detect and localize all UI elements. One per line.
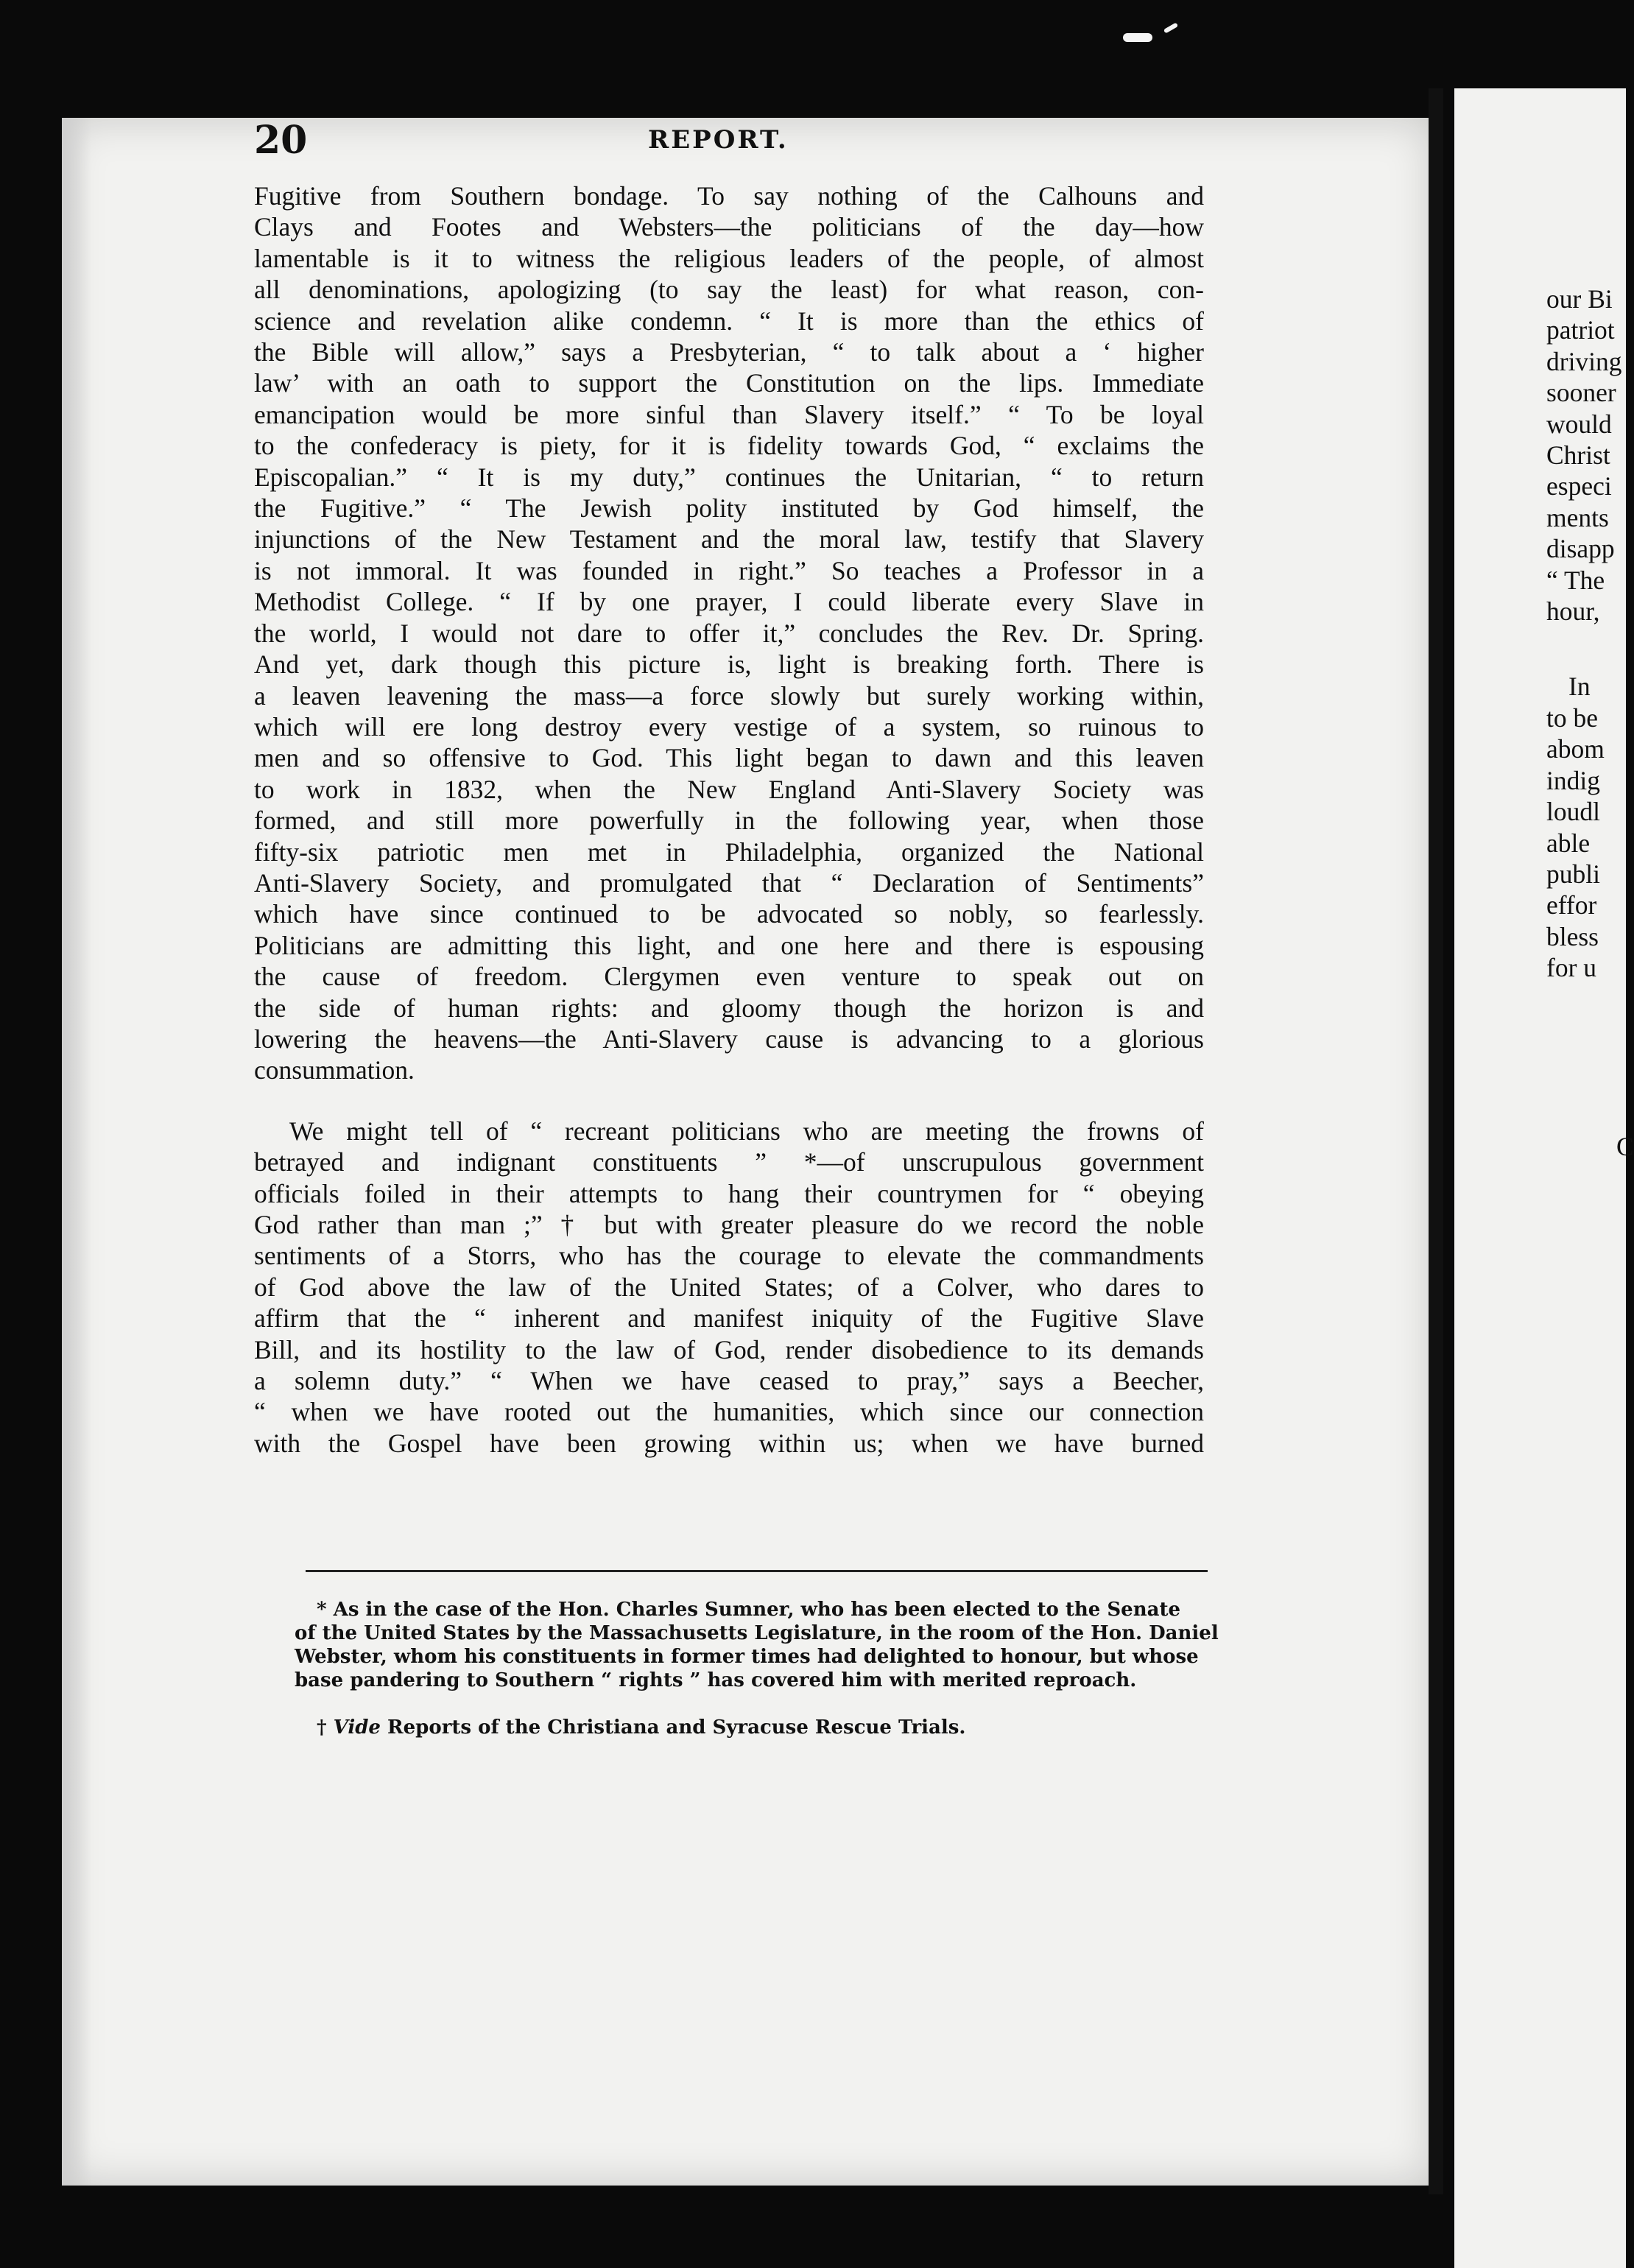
facing-line: publi <box>1546 859 1600 889</box>
facing-line: our Bi <box>1546 284 1613 314</box>
text-line: God rather than man ;” † but with greater pleasure do we record the noble <box>254 1210 1204 1239</box>
text-line: consummation. <box>254 1055 415 1085</box>
text-line: betrayed and indignant constituents ” *—of unscrupulous government <box>254 1147 1204 1177</box>
text-line: emancipation would be more sinful than Slavery itself.” “ To be loyal <box>254 399 1204 429</box>
facing-line: bless <box>1546 921 1599 951</box>
facing-line: disapp <box>1546 534 1615 564</box>
facing-line: loudl <box>1546 797 1600 827</box>
text-line: the cause of freedom. Clergymen even venture to speak out on <box>254 962 1204 992</box>
running-head: REPORT. <box>648 125 789 155</box>
footnote-line: base pandering to Southern “ rights ” has covered him with merited reproach. <box>295 1669 1137 1691</box>
text-line: to work in 1832, when the New England Anti-Slavery Society was <box>254 774 1204 804</box>
text-line: a leaven leavening the mass—a force slowly but surely working within, <box>254 680 1204 711</box>
facing-line: sooner <box>1546 378 1616 408</box>
facing-letter: C <box>1616 1131 1634 1161</box>
facing-line: able <box>1546 828 1591 858</box>
text-line: the Bible will allow,” says a Presbyterian, “ to talk about a ‘ higher <box>254 337 1204 367</box>
paragraph-2 <box>254 1116 1204 1459</box>
text-line: “ when we have rooted out the humanities, which since our connection <box>254 1397 1204 1427</box>
facing-line: abom <box>1546 734 1605 764</box>
text-line: fifty-six patriotic men met in Philadelphia, organized the National <box>254 837 1204 867</box>
facing-line: to be <box>1546 702 1598 733</box>
text-line: law’ with an oath to support the Constitution on the lips. Immediate <box>254 368 1204 398</box>
page-number: 20 <box>254 118 308 163</box>
footnote-line: of the United States by the Massachusetts Legislature, in the room of the Hon. Daniel <box>295 1622 1219 1644</box>
facing-line: effor <box>1546 890 1597 920</box>
facing-line: ments <box>1546 502 1609 532</box>
text-line: the world, I would not dare to offer it,” concludes the Rev. Dr. Spring. <box>254 618 1204 648</box>
text-line: injunctions of the New Testament and the moral law, testify that Slavery <box>254 524 1204 554</box>
book-gutter <box>1429 88 1443 2194</box>
text-line: formed, and still more powerfully in the following year, when those <box>254 806 1204 836</box>
text-line: lowering the heavens—the Anti-Slavery cause is advancing to a glorious <box>254 1024 1204 1054</box>
text-line: which will ere long destroy every vestige of a system, so ruinous to <box>254 711 1204 742</box>
text-line: a solemn duty.” “ When we have ceased to pray,” says a Beecher, <box>254 1366 1204 1396</box>
text-line: Bill, and its hostility to the law of God, render disobedience to its demands <box>254 1334 1204 1364</box>
text-line: Methodist College. “ If by one prayer, I could liberate every Slave in <box>254 587 1204 617</box>
scan-speck <box>1123 33 1152 42</box>
text-line: Politicians are admitting this light, and one here and there is espousing <box>254 930 1204 960</box>
facing-line: hour, <box>1546 596 1600 627</box>
facing-line: especi <box>1546 471 1612 501</box>
facing-line: “ The <box>1546 565 1605 595</box>
text-line: And yet, dark though this picture is, light is breaking forth. There is <box>254 649 1204 680</box>
text-line: to the confederacy is piety, for it is fidelity towards God, “ exclaims the <box>254 431 1204 461</box>
vide-italic: Vide <box>333 1716 381 1739</box>
paragraph-1 <box>254 180 1204 1086</box>
text-line: Episcopalian.” “ It is my duty,” continues the Unitarian, “ to return <box>254 462 1204 492</box>
text-line: Clays and Footes and Websters—the politicians of the day—how <box>254 212 1204 242</box>
footnote-line: * As in the case of the Hon. Charles Sumner, who has been elected to the Senate <box>317 1599 1180 1621</box>
facing-line: for u <box>1546 953 1597 983</box>
footnote-line: Webster, whom his constituents in former times had delighted to honour, but whose <box>295 1646 1199 1668</box>
dagger-mark: † <box>317 1716 334 1739</box>
text-line: Fugitive from Southern bondage. To say nothing of the Calhouns and <box>254 181 1204 211</box>
text-line: which have since continued to be advocated so nobly, so fearlessly. <box>254 899 1204 929</box>
page-edge-shadow <box>62 118 91 2186</box>
facing-page-text <box>1546 284 1634 1162</box>
text-line: lamentable is it to witness the religious leaders of the people, of almost <box>254 243 1204 273</box>
text-line: with the Gospel have been growing within us; when we have burned <box>254 1428 1204 1458</box>
text-line: is not immoral. It was founded in right.” So teaches a Professor in a <box>254 555 1204 585</box>
text-line: affirm that the “ inherent and manifest iniquity of the Fugitive Slave <box>254 1303 1204 1334</box>
facing-line: In <box>1568 672 1591 702</box>
scan-speck <box>1163 22 1178 33</box>
facing-line: indig <box>1546 765 1600 795</box>
facing-gap <box>1546 984 1634 1131</box>
text-line: officials foiled in their attempts to hang their countrymen for “ obeying <box>254 1178 1204 1208</box>
footnotes <box>295 1598 1219 1739</box>
footnote-1 <box>295 1598 1219 1692</box>
footnote-2 <box>295 1716 1211 1739</box>
facing-line: Christ <box>1546 440 1610 471</box>
footnote-2-text: Reports of the Christiana and Syracuse Rescue Trials. <box>380 1716 966 1739</box>
facing-line: would <box>1546 409 1612 439</box>
text-line: of God above the law of the United States; of a Colver, who dares to <box>254 1272 1204 1302</box>
footnote-divider <box>306 1570 1208 1572</box>
text-line: the Fugitive.” “ The Jewish polity instituted by God himself, the <box>254 493 1204 524</box>
text-line: We might tell of “ recreant politicians who are meeting the frowns of <box>289 1116 1204 1146</box>
facing-gap <box>1546 627 1634 671</box>
text-line: all denominations, apologizing (to say the least) for what reason, con- <box>254 275 1204 305</box>
text-line: Anti-Slavery Society, and promulgated that “ Declaration of Sentiments” <box>254 867 1204 898</box>
text-line: men and so offensive to God. This light began to dawn and this leaven <box>254 743 1204 773</box>
body-text <box>254 180 1204 1459</box>
facing-line: driving <box>1546 346 1622 376</box>
text-line: the side of human rights: and gloomy though the horizon is and <box>254 993 1204 1023</box>
text-line: sentiments of a Storrs, who has the courage to elevate the commandments <box>254 1241 1204 1271</box>
text-line: science and revelation alike condemn. “ It is more than the ethics of <box>254 306 1204 336</box>
facing-line: patriot <box>1546 315 1615 345</box>
